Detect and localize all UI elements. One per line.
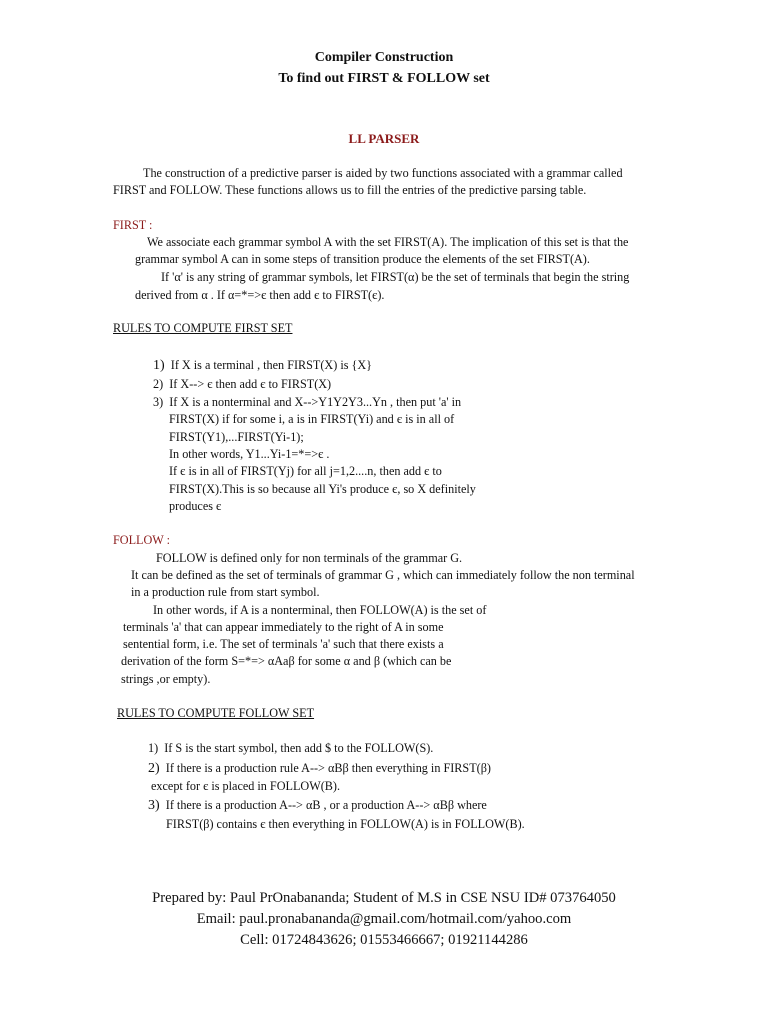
first-rule-continuation: In other words, Y1...Yi-1=*=>є . <box>169 447 330 461</box>
intro-line: The construction of a predictive parser is aided by two functions associated with a grammar called <box>143 166 623 180</box>
footer-prepared-by: Prepared by: Paul PrOnabananda; Student of M.S in CSE NSU ID# 073764050 <box>152 890 616 906</box>
first-line: We associate each grammar symbol A with the set FIRST(A). The implication of this set is that the <box>147 235 629 249</box>
first-rule-continuation: produces є <box>169 499 222 513</box>
rule-number: 3) <box>153 395 164 409</box>
follow-line: In other words, if A is a nonterminal, then FOLLOW(A) is the set of <box>153 603 487 617</box>
rule-number: 2) <box>148 761 160 776</box>
follow-line: in a production rule from start symbol. <box>131 585 320 599</box>
follow-rule-continuation: FIRST(β) contains є then everything in FOLLOW(A) is in FOLLOW(B). <box>166 817 525 831</box>
rule-number: 2) <box>153 377 164 391</box>
rule-text: If X is a nonterminal and X-->Y1Y2Y3...Yn , then put 'a' in <box>169 395 462 409</box>
follow-rule-continuation: except for є is placed in FOLLOW(B). <box>151 779 341 793</box>
rule-text: If there is a production rule A--> αBβ then everything in FIRST(β) <box>165 761 491 775</box>
first-heading: FIRST : <box>113 218 153 232</box>
follow-line: sentential form, i.e. The set of terminals 'a' such that there exists a <box>123 637 444 651</box>
rule-number: 1) <box>153 358 165 373</box>
follow-line: derivation of the form S=*=> αAaβ for some α and β (which can be <box>121 654 452 668</box>
follow-rule-item <box>148 798 487 813</box>
first-line: grammar symbol A can in some steps of transition produce the elements of the set FIRST(A). <box>135 252 590 266</box>
follow-line: strings ,or empty). <box>121 672 211 686</box>
rule-text: If S is the start symbol, then add $ to the FOLLOW(S). <box>164 741 434 755</box>
first-line: If 'α' is any string of grammar symbols, let FIRST(α) be the set of terminals that begin the string <box>161 270 630 284</box>
footer-cell: Cell: 01724843626; 01553466667; 01921144286 <box>240 932 528 948</box>
first-rule-item <box>153 358 372 373</box>
intro-line: FIRST and FOLLOW. These functions allows us to fill the entries of the predictive parsing table. <box>113 183 587 197</box>
follow-line: FOLLOW is defined only for non terminals of the grammar G. <box>156 551 463 565</box>
rule-number: 1) <box>148 741 159 755</box>
rule-text: If X is a terminal , then FIRST(X) is {X} <box>170 358 373 372</box>
follow-heading: FOLLOW : <box>113 533 170 547</box>
first-rule-continuation: FIRST(Y1),...FIRST(Yi-1); <box>169 430 304 444</box>
rule-number: 3) <box>148 798 160 813</box>
first-rule-item <box>153 395 461 410</box>
first-rule-continuation: FIRST(X) if for some i, a is in FIRST(Yi) and є is in all of <box>169 412 455 426</box>
first-rules-heading: RULES TO COMPUTE FIRST SET <box>113 321 293 335</box>
section-heading-ll-parser: LL PARSER <box>348 131 420 146</box>
document-subtitle: To find out FIRST & FOLLOW set <box>278 71 490 86</box>
document-title: Compiler Construction <box>314 50 454 65</box>
first-rule-continuation: If є is in all of FIRST(Yj) for all j=1,2....n, then add є to <box>169 464 442 478</box>
first-rule-item <box>153 377 331 392</box>
first-line: derived from α . If α=*=>є then add є to FIRST(є). <box>135 288 385 302</box>
first-rule-continuation: FIRST(X).This is so because all Yi's produce є, so X definitely <box>169 482 476 496</box>
rule-text: If there is a production A--> αB , or a production A--> αBβ where <box>165 798 487 812</box>
follow-rule-item <box>148 761 491 776</box>
footer-email: Email: paul.pronabananda@gmail.com/hotmail.com/yahoo.com <box>196 911 572 927</box>
follow-line: terminals 'a' that can appear immediately to the right of A in some <box>123 620 444 634</box>
follow-line: It can be defined as the set of terminals of grammar G , which can immediately follow the non terminal <box>131 568 635 582</box>
follow-rule-item <box>148 741 433 756</box>
follow-rules-heading: RULES TO COMPUTE FOLLOW SET <box>117 706 315 720</box>
rule-text: If X--> є then add є to FIRST(X) <box>169 377 332 391</box>
